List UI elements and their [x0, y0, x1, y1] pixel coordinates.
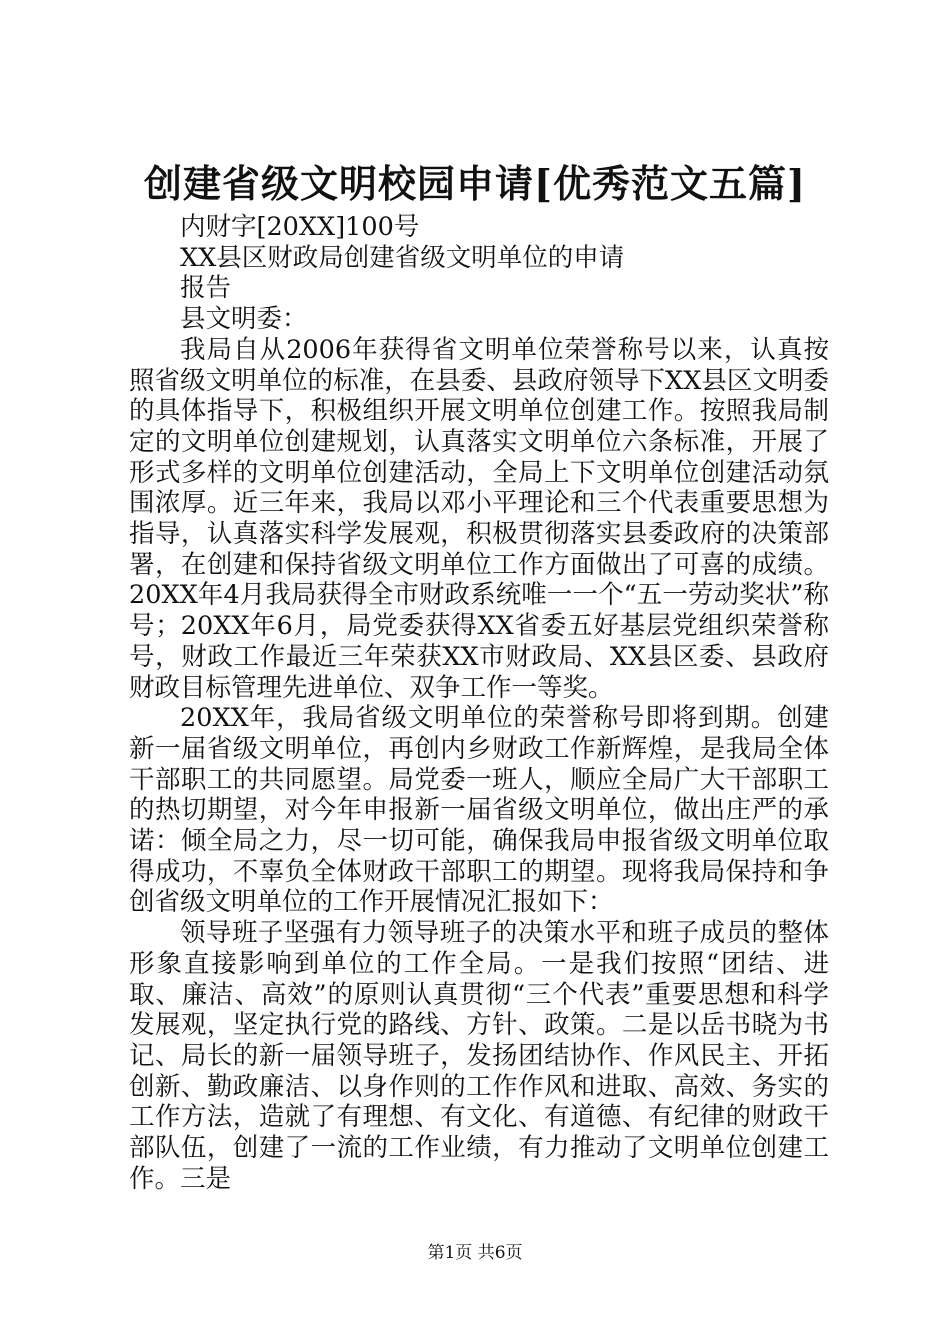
doc-number: 内财字[20XX]100号 [180, 212, 420, 242]
body-paragraph: 20XX年，我局省级文明单位的荣誉称号即将到期。创建新一届省级文明单位，再创内乡财政工作新辉煌，是我局全体干部职工的共同愿望。局党委一班人，顺应全局广大干部职工的热切期望，对今年申报新一届省级文明单位，做出庄严的承诺：倾全局之力，尽一切可能，确保我局申报省级文明单位取得成功，不辜负全体财政干部职工的期望。现将我局保持和争创省级文明单位的工作开展情况汇报如下： [129, 703, 829, 918]
subject-line-continued: 报告 [180, 273, 232, 304]
document-body [129, 212, 829, 1195]
addressee: 县文明委： [180, 304, 308, 335]
body-paragraph: 我局自从2006年获得省文明单位荣誉称号以来，认真按照省级文明单位的标准，在县委、县政府领导下XX县区文明委的具体指导下，积极组织开展文明单位创建工作。按照我局制定的文明单位创建规划，认真落实文明单位六条标准，开展了形式多样的文明单位创建活动，全局上下文明单位创建活动氛围浓厚。近三年来，我局以邓小平理论和三个代表重要思想为指导，认真落实科学发展观，积极贯彻落实县委政府的决策部署，在创建和保持省级文明单位工作方面做出了可喜的成绩。20XX年4月我局获得全市财政系统唯一一个“五一劳动奖状”称号；20XX年6月，局党委获得XX省委五好基层党组织荣誉称号，财政工作最近三年荣获XX市财政局、XX县区委、县政府财政目标管理先进单位、双争工作一等奖。 [129, 334, 829, 703]
subject-line: XX县区财政局创建省级文明单位的申请 [180, 242, 625, 273]
body-paragraph: 领导班子坚强有力领导班子的决策水平和班子成员的整体形象直接影响到单位的工作全局。一是我们按照“团结、进取、廉洁、高效”的原则认真贯彻“三个代表”重要思想和科学发展观，坚定执行党的路线、方针、政策。二是以岳书晓为书记、局长的新一届领导班子，发扬团结协作、作风民主、开拓创新、勤政廉洁、以身作则的工作作风和进取、高效、务实的工作方法，造就了有理想、有文化、有道德、有纪律的财政干部队伍，创建了一流的工作业绩，有力推动了文明单位创建工作。三是 [129, 918, 829, 1194]
page-number: 第1页 共6页 [427, 1243, 523, 1263]
document-title: 创建省级文明校园申请[优秀范文五篇] [144, 161, 806, 206]
